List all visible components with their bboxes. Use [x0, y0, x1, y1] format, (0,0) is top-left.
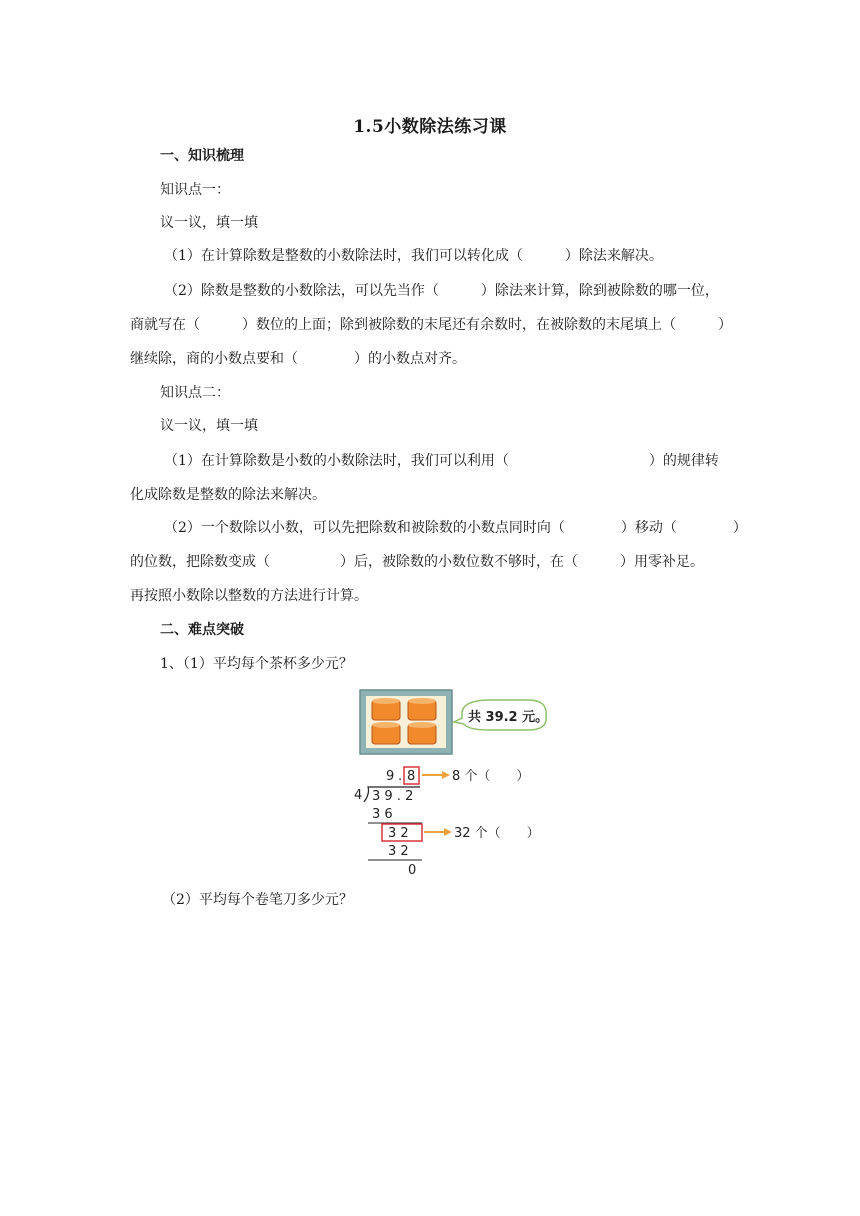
- division-illustration: [340, 688, 570, 878]
- quotient-decimal: 8: [407, 769, 416, 784]
- dividend: 3 9 . 2: [372, 789, 414, 804]
- kp2-question-1-line2: 化成除数是整数的除法来解决。: [130, 487, 326, 503]
- kp2-question-2-line2: 的位数，把除数变成（ ）后，被除数的小数位数不够时，在（ ）用零补足。: [130, 554, 704, 570]
- kp2-question-1-line1: （1）在计算除数是小数的小数除法时，我们可以利用（ ）的规律转: [164, 453, 719, 469]
- kp1-question-2-line3: 继续除，商的小数点要和（ ）的小数点对齐。: [130, 351, 466, 367]
- knowledge-point-2-prompt: 议一议，填一填: [160, 418, 258, 434]
- step-36: 3 6: [372, 807, 393, 822]
- kp2-question-2-line1: （2）一个数除以小数，可以先把除数和被除数的小数点同时向（ ）移动（ ）: [164, 520, 747, 536]
- practice-question-1: 1、（1）平均每个茶杯多少元？: [160, 656, 353, 672]
- practice-question-2: （2）平均每个卷笔刀多少元？: [162, 892, 353, 908]
- section-heading-1: 一、知识梳理: [160, 148, 244, 164]
- kp1-question-1: （1）在计算除数是整数的小数除法时，我们可以转化成（ ）除法来解决。: [164, 248, 663, 264]
- price-speech-bubble: [454, 700, 548, 730]
- note-8: 8 个（ ）: [452, 769, 530, 784]
- long-division: [354, 767, 540, 878]
- quotient-integer: 9: [386, 769, 395, 784]
- arrow-1-head: [442, 771, 450, 779]
- step-32-subtract: 3 2: [388, 844, 409, 859]
- divisor: 4: [354, 788, 363, 803]
- page-title: 1.5小数除法练习课: [353, 117, 507, 137]
- quotient-point: .: [398, 769, 403, 784]
- kp2-question-2-line3: 再按照小数除以整数的方法进行计算。: [130, 588, 368, 604]
- kp1-question-2-line2: 商就写在（ ）数位的上面；除到被除数的末尾还有余数时，在被除数的末尾填上（ ）: [130, 317, 732, 333]
- knowledge-point-2-label: 知识点二：: [160, 385, 230, 401]
- knowledge-point-1-label: 知识点一：: [160, 182, 230, 198]
- arrow-2-head: [444, 828, 452, 836]
- tea-cup-tray-image: [360, 690, 452, 754]
- kp1-question-2-line1: （2）除数是整数的小数除法，可以先当作（ ）除法来计算，除到被除数的哪一位，: [164, 283, 719, 299]
- knowledge-point-1-prompt: 议一议，填一填: [160, 215, 258, 231]
- division-figure-svg: [340, 688, 570, 878]
- note-32: 32 个（ ）: [454, 826, 540, 841]
- bubble-text: 共 39.2 元。: [468, 710, 549, 725]
- step-32: 3 2: [388, 826, 409, 841]
- section-heading-2: 二、难点突破: [160, 622, 244, 638]
- remainder-zero: 0: [408, 863, 417, 878]
